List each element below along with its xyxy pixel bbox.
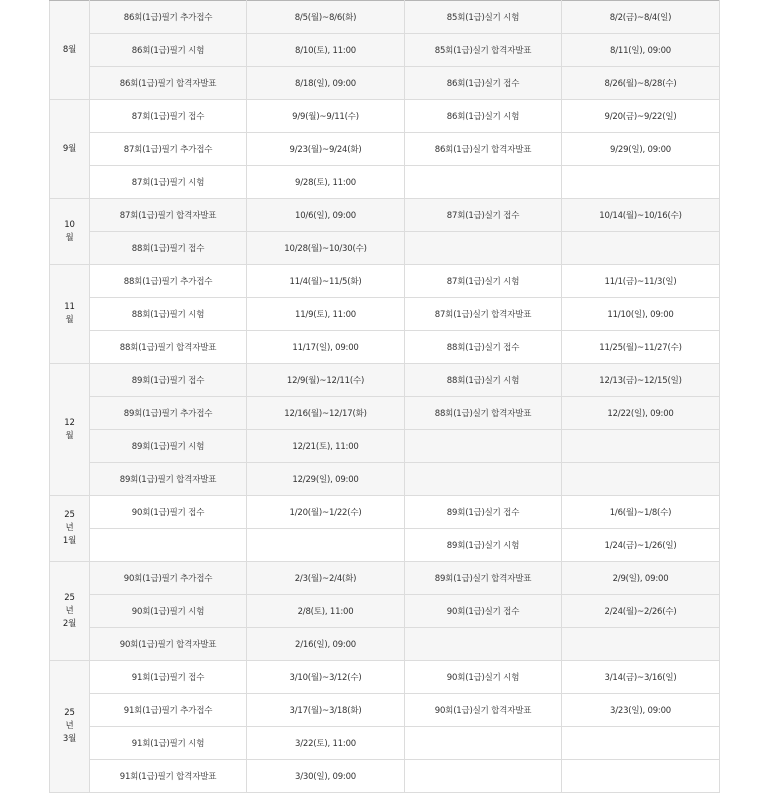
written-exam-date: 3/30(일), 09:00	[247, 760, 405, 793]
practical-exam-date	[562, 628, 720, 661]
table-row	[50, 34, 720, 67]
written-exam-name: 88회(1급)필기 합격자발표	[90, 331, 247, 364]
practical-exam-date	[562, 430, 720, 463]
written-exam-name: 86회(1급)필기 합격자발표	[90, 67, 247, 100]
practical-exam-name: 88회(1급)실기 합격자발표	[405, 397, 562, 430]
written-exam-name: 87회(1급)필기 추가접수	[90, 133, 247, 166]
practical-exam-name: 86회(1급)실기 합격자발표	[405, 133, 562, 166]
written-exam-name: 89회(1급)필기 합격자발표	[90, 463, 247, 496]
practical-exam-name	[405, 166, 562, 199]
practical-exam-name: 87회(1급)실기 합격자발표	[405, 298, 562, 331]
table-row	[50, 595, 720, 628]
practical-exam-name: 90회(1급)실기 시험	[405, 661, 562, 694]
practical-exam-name: 87회(1급)실기 시험	[405, 265, 562, 298]
practical-exam-date: 3/14(금)~3/16(일)	[562, 661, 720, 694]
month-label: 25 년 3월	[50, 661, 90, 793]
written-exam-date: 12/21(토), 11:00	[247, 430, 405, 463]
written-exam-date: 1/20(월)~1/22(수)	[247, 496, 405, 529]
practical-exam-name: 89회(1급)실기 합격자발표	[405, 562, 562, 595]
table-row	[50, 331, 720, 364]
practical-exam-name: 90회(1급)실기 합격자발표	[405, 694, 562, 727]
table-row	[50, 463, 720, 496]
written-exam-date: 12/16(월)~12/17(화)	[247, 397, 405, 430]
practical-exam-name: 89회(1급)실기 접수	[405, 496, 562, 529]
written-exam-date: 2/16(일), 09:00	[247, 628, 405, 661]
practical-exam-name	[405, 232, 562, 265]
table-row	[50, 430, 720, 463]
written-exam-date	[247, 529, 405, 562]
practical-exam-date: 11/25(월)~11/27(수)	[562, 331, 720, 364]
month-label: 10 월	[50, 199, 90, 265]
exam-schedule-table	[49, 0, 720, 793]
written-exam-date: 2/8(토), 11:00	[247, 595, 405, 628]
practical-exam-date: 1/24(금)~1/26(일)	[562, 529, 720, 562]
table-row	[50, 529, 720, 562]
written-exam-date: 10/6(일), 09:00	[247, 199, 405, 232]
practical-exam-name: 85회(1급)실기 합격자발표	[405, 34, 562, 67]
month-label: 8월	[50, 1, 90, 100]
written-exam-name: 87회(1급)필기 시험	[90, 166, 247, 199]
written-exam-name: 90회(1급)필기 시험	[90, 595, 247, 628]
practical-exam-date	[562, 166, 720, 199]
written-exam-name: 91회(1급)필기 합격자발표	[90, 760, 247, 793]
practical-exam-date: 11/10(일), 09:00	[562, 298, 720, 331]
written-exam-name: 89회(1급)필기 추가접수	[90, 397, 247, 430]
written-exam-name: 89회(1급)필기 접수	[90, 364, 247, 397]
table-row	[50, 628, 720, 661]
practical-exam-date	[562, 463, 720, 496]
written-exam-date: 2/3(월)~2/4(화)	[247, 562, 405, 595]
table-row	[50, 265, 720, 298]
table-row	[50, 199, 720, 232]
written-exam-name: 88회(1급)필기 시험	[90, 298, 247, 331]
written-exam-name: 88회(1급)필기 접수	[90, 232, 247, 265]
table-row	[50, 727, 720, 760]
practical-exam-date: 11/1(금)~11/3(일)	[562, 265, 720, 298]
practical-exam-date: 8/11(일), 09:00	[562, 34, 720, 67]
practical-exam-date: 1/6(월)~1/8(수)	[562, 496, 720, 529]
written-exam-date: 8/5(월)~8/6(화)	[247, 1, 405, 34]
written-exam-date: 9/9(월)~9/11(수)	[247, 100, 405, 133]
month-label: 11 월	[50, 265, 90, 364]
table-row	[50, 1, 720, 34]
practical-exam-date: 8/2(금)~8/4(일)	[562, 1, 720, 34]
practical-exam-date: 10/14(월)~10/16(수)	[562, 199, 720, 232]
written-exam-name	[90, 529, 247, 562]
practical-exam-name	[405, 430, 562, 463]
table-row	[50, 166, 720, 199]
practical-exam-date	[562, 232, 720, 265]
written-exam-date: 9/23(월)~9/24(화)	[247, 133, 405, 166]
month-label: 9월	[50, 100, 90, 199]
table-row	[50, 100, 720, 133]
month-label: 25 년 1월	[50, 496, 90, 562]
written-exam-date: 8/18(일), 09:00	[247, 67, 405, 100]
practical-exam-date	[562, 727, 720, 760]
month-label: 25 년 2월	[50, 562, 90, 661]
table-row	[50, 67, 720, 100]
table-row	[50, 760, 720, 793]
written-exam-date: 11/9(토), 11:00	[247, 298, 405, 331]
written-exam-name: 91회(1급)필기 시험	[90, 727, 247, 760]
practical-exam-name: 87회(1급)실기 접수	[405, 199, 562, 232]
written-exam-date: 10/28(월)~10/30(수)	[247, 232, 405, 265]
practical-exam-date: 8/26(월)~8/28(수)	[562, 67, 720, 100]
practical-exam-date: 2/24(월)~2/26(수)	[562, 595, 720, 628]
written-exam-date: 12/9(월)~12/11(수)	[247, 364, 405, 397]
table-row	[50, 397, 720, 430]
practical-exam-name: 89회(1급)실기 시험	[405, 529, 562, 562]
table-row	[50, 298, 720, 331]
table-row	[50, 562, 720, 595]
practical-exam-name: 86회(1급)실기 접수	[405, 67, 562, 100]
written-exam-name: 90회(1급)필기 추가접수	[90, 562, 247, 595]
practical-exam-date: 3/23(일), 09:00	[562, 694, 720, 727]
written-exam-date: 11/17(일), 09:00	[247, 331, 405, 364]
table-row	[50, 661, 720, 694]
written-exam-name: 91회(1급)필기 접수	[90, 661, 247, 694]
practical-exam-date: 12/22(일), 09:00	[562, 397, 720, 430]
practical-exam-name: 86회(1급)실기 시험	[405, 100, 562, 133]
practical-exam-name	[405, 628, 562, 661]
written-exam-name: 91회(1급)필기 추가접수	[90, 694, 247, 727]
written-exam-date: 11/4(월)~11/5(화)	[247, 265, 405, 298]
written-exam-date: 9/28(토), 11:00	[247, 166, 405, 199]
practical-exam-name: 90회(1급)실기 접수	[405, 595, 562, 628]
written-exam-name: 86회(1급)필기 시험	[90, 34, 247, 67]
written-exam-name: 89회(1급)필기 시험	[90, 430, 247, 463]
practical-exam-name	[405, 727, 562, 760]
practical-exam-date: 9/29(일), 09:00	[562, 133, 720, 166]
table-row	[50, 364, 720, 397]
table-row	[50, 496, 720, 529]
written-exam-name: 86회(1급)필기 추가접수	[90, 1, 247, 34]
practical-exam-name: 88회(1급)실기 시험	[405, 364, 562, 397]
written-exam-name: 87회(1급)필기 합격자발표	[90, 199, 247, 232]
table-row	[50, 232, 720, 265]
practical-exam-name	[405, 463, 562, 496]
written-exam-date: 3/17(월)~3/18(화)	[247, 694, 405, 727]
table-row	[50, 694, 720, 727]
written-exam-name: 90회(1급)필기 합격자발표	[90, 628, 247, 661]
practical-exam-date: 2/9(일), 09:00	[562, 562, 720, 595]
table-row	[50, 133, 720, 166]
written-exam-name: 87회(1급)필기 접수	[90, 100, 247, 133]
written-exam-date: 3/22(토), 11:00	[247, 727, 405, 760]
written-exam-date: 8/10(토), 11:00	[247, 34, 405, 67]
month-label: 12 월	[50, 364, 90, 496]
written-exam-date: 12/29(일), 09:00	[247, 463, 405, 496]
schedule-body	[50, 1, 720, 793]
practical-exam-date: 9/20(금)~9/22(일)	[562, 100, 720, 133]
practical-exam-name: 88회(1급)실기 접수	[405, 331, 562, 364]
written-exam-name: 90회(1급)필기 접수	[90, 496, 247, 529]
practical-exam-name: 85회(1급)실기 시험	[405, 1, 562, 34]
practical-exam-date: 12/13(금)~12/15(일)	[562, 364, 720, 397]
practical-exam-name	[405, 760, 562, 793]
written-exam-name: 88회(1급)필기 추가접수	[90, 265, 247, 298]
written-exam-date: 3/10(월)~3/12(수)	[247, 661, 405, 694]
practical-exam-date	[562, 760, 720, 793]
